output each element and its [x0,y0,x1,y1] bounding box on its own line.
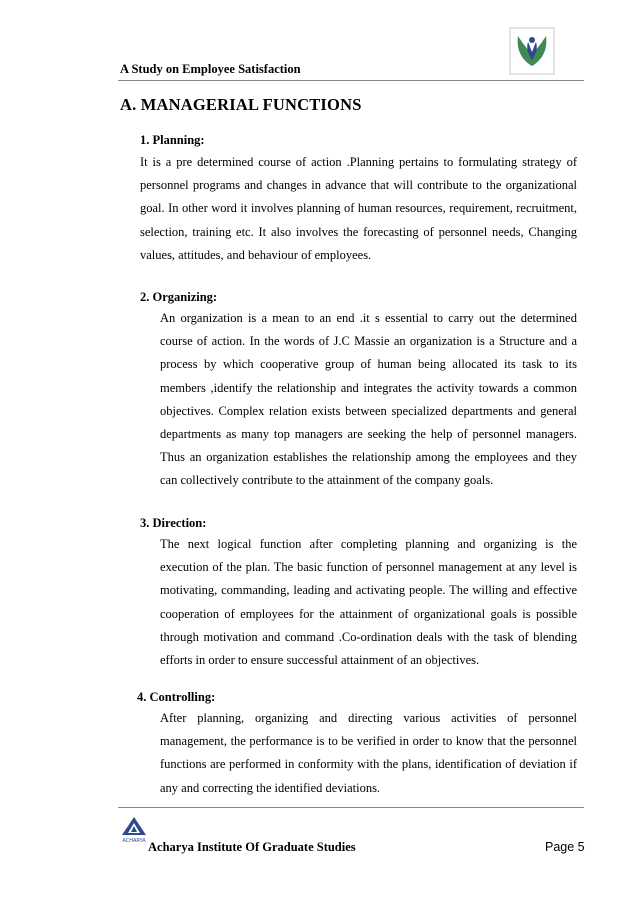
organizing-heading: 2. Organizing: [140,290,218,304]
footer-divider [118,807,584,808]
controlling-heading: 4. Controlling: [137,690,216,704]
direction-paragraph: The next logical function after completing planning and organizing is the execution of the plan. The basic function of personnel management at any level is motivating, commanding, leading and activating people. The willing and effective cooperation of employees for the attainment of organizational goals is possible through motivation and command .Co-ordination deals with the task of blending efforts in order to ensure successful attainment of an objectives. [160,537,577,668]
logo-wordmark: ACHARYA [122,838,146,844]
page-number: Page 5 [545,840,585,854]
header-divider [118,80,584,81]
organizing-paragraph: An organization is a mean to an end .it s essential to carry out the determined course of action. In the words of J.C Massie an organization is a Structure and a process by which cooperative group of human being allocated its task to its members ,identify the relationship and integrates the activity towards a common objectives. Complex relation exists between specialized departments and general departments as many top managers are seeking the help of personnel managers. Thus an organization establishes the relationship among the employees and they can collectively contribute to the attainment of the company goals. [160,311,577,488]
planning-paragraph: It is a pre determined course of action .Planning pertains to formulating strategy of personnel programs and changes in advance that will contribute to the organizational goal. In other word it involves planning of human resources, requirement, recruitment, selection, training etc. It also involves the forecasting of personnel needs, Changing values, attitudes, and behaviour of employees. [140,155,577,262]
direction-heading: 3. Direction: [140,516,207,530]
footer-institute-name: Acharya Institute Of Graduate Studies [148,840,356,854]
section-title: A. MANAGERIAL FUNCTIONS [120,95,362,114]
header-title: A Study on Employee Satisfaction [120,62,301,76]
planning-heading: 1. Planning: [140,133,205,147]
institute-logo-icon [508,26,556,76]
acharya-logo-icon [118,815,150,849]
controlling-paragraph: After planning, organizing and directing various activities of personnel management, the performance is to be verified in order to know that the personnel functions are performed in conformity with the plans, identification of deviation if any and correcting the identified deviations. [160,711,577,795]
